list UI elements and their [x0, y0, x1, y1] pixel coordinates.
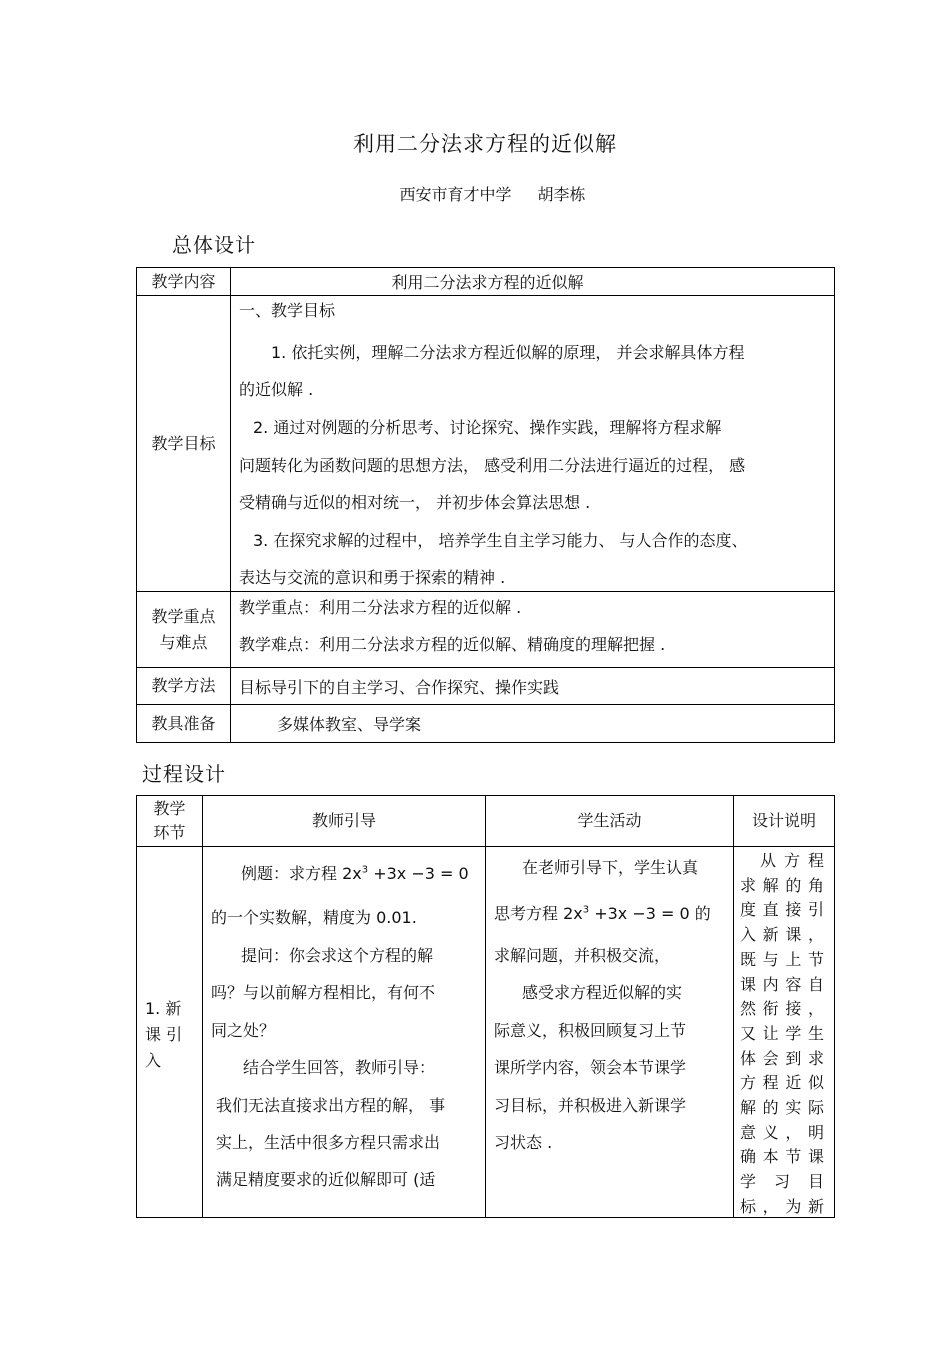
student-line: 感受求方程近似解的实 — [522, 983, 683, 1002]
tools-label: 教具准备 — [137, 705, 231, 743]
school-name: 西安市育才中学 — [399, 185, 512, 204]
teacher-line: 提问：你会求这个方程的解 — [241, 946, 434, 965]
student-equation: 思考方程 $2x^3 +3x -3 = 0$ 的 — [494, 904, 711, 923]
process-design-table — [136, 795, 835, 1218]
goals-line: 问题转化为函数问题的思想方法， 感受利用二分法进行逼近的过程， 感 — [239, 456, 746, 475]
stage-line: 入 — [145, 1051, 162, 1070]
stage-header — [137, 796, 203, 847]
student-line: 习目标，并积极进入新课学 — [494, 1096, 687, 1115]
design-line: 从方程 — [760, 851, 824, 870]
teacher-line: 我们无法直接求出方程的解， 事 — [216, 1096, 446, 1115]
design-line: 确本节课 — [740, 1147, 824, 1167]
teacher-line: 的一个实数解，精度为 0.01. — [211, 908, 417, 927]
goals-line: 的近似解 . — [239, 380, 314, 399]
stage-line: 课 引 — [145, 1025, 183, 1044]
teacher-line: 实上，生活中很多方程只需求出 — [216, 1133, 441, 1152]
design-header: 设计说明 — [734, 796, 835, 847]
process-design-heading: 过程设计 — [142, 762, 226, 786]
stage-header-line: 教学 — [153, 799, 186, 818]
stage-header-line: 环节 — [153, 823, 186, 842]
student-line: 课所学内容，领会本节课学 — [494, 1058, 687, 1077]
goals-line: 受精确与近似的相对统一， 并初步体会算法思想 . — [239, 493, 591, 512]
design-line: 方程近似 — [740, 1073, 824, 1093]
design-line: 学习目 — [740, 1172, 824, 1192]
design-line: 解的实际 — [740, 1098, 824, 1118]
key-difficulty-label — [137, 592, 231, 668]
design-line: 既与上节 — [740, 949, 824, 969]
content-value: 利用二分法求方程的近似解 — [231, 268, 835, 296]
design-notes — [740, 849, 824, 1220]
design-line: 体会到求 — [740, 1048, 824, 1068]
teacher-example-equation: 例题：求方程 $2x^3 +3x -3 = 0$ — [241, 864, 469, 883]
document-title: 利用二分法求方程的近似解 — [353, 132, 617, 156]
author-line — [0, 182, 950, 205]
goals-line: 1. 依托实例，理解二分法求方程近似解的原理， 并会求解具体方程 — [271, 343, 745, 362]
teacher-line: 同之处？ — [211, 1021, 276, 1040]
design-line: 又让学生 — [740, 1023, 824, 1043]
student-line: 求解问题，并积极交流， — [494, 946, 671, 965]
tools-value: 多媒体教室、导学案 — [231, 705, 835, 743]
author-name: 胡李栋 — [537, 185, 586, 204]
student-activity-cell — [486, 847, 734, 1218]
goals-line: 表达与交流的意识和勇于探索的精神 . — [239, 568, 506, 587]
key-difficulty-content — [231, 592, 835, 668]
overall-design-heading: 总体设计 — [172, 233, 256, 257]
student-line: 习状态 . — [494, 1133, 553, 1152]
stage-line: 1. 新 — [145, 999, 182, 1018]
goals-line: 一、教学目标 — [239, 301, 336, 320]
design-line: 然衔接， — [740, 999, 824, 1019]
goals-content — [231, 296, 835, 592]
design-line: 入新课， — [740, 925, 824, 945]
overall-design-table — [136, 267, 835, 743]
design-line: 求解的角 — [740, 875, 824, 895]
student-line: 际意义，积极回顾复习上节 — [494, 1021, 687, 1040]
key-label-line: 教学重点 — [151, 606, 216, 626]
method-value: 目标导引下的自主学习、合作探究、操作实践 — [231, 668, 835, 705]
goals-label: 教学目标 — [137, 296, 231, 592]
design-line: 标，为新 — [740, 1196, 824, 1216]
teacher-line: 结合学生回答，教师引导： — [243, 1058, 436, 1077]
key-point: 教学重点：利用二分法求方程的近似解 . — [239, 598, 522, 617]
teacher-guidance-cell — [203, 847, 486, 1218]
goals-line: 3. 在探究求解的过程中， 培养学生自主学习能力、 与人合作的态度、 — [253, 531, 748, 550]
key-label-line: 与难点 — [159, 632, 208, 652]
student-line: 在老师引导下，学生认真 — [522, 858, 699, 877]
stage-cell — [137, 847, 203, 1218]
teacher-line: 吗？与以前解方程相比，有何不 — [211, 983, 436, 1002]
content-label: 教学内容 — [137, 268, 231, 296]
teacher-header: 教师引导 — [203, 796, 486, 847]
design-line: 度直接引 — [740, 900, 824, 920]
design-notes-cell — [734, 847, 835, 1218]
student-header: 学生活动 — [486, 796, 734, 847]
teacher-line: 满足精度要求的近似解即可 (适 — [216, 1170, 436, 1189]
goals-line: 2. 通过对例题的分析思考、讨论探究、操作实践，理解将方程求解 — [253, 418, 722, 437]
design-line: 意义，明 — [740, 1122, 824, 1142]
difficulty-point: 教学难点：利用二分法求方程的近似解、精确度的理解把握 . — [239, 635, 666, 654]
method-label: 教学方法 — [137, 668, 231, 705]
design-line: 课内容自 — [740, 974, 824, 994]
